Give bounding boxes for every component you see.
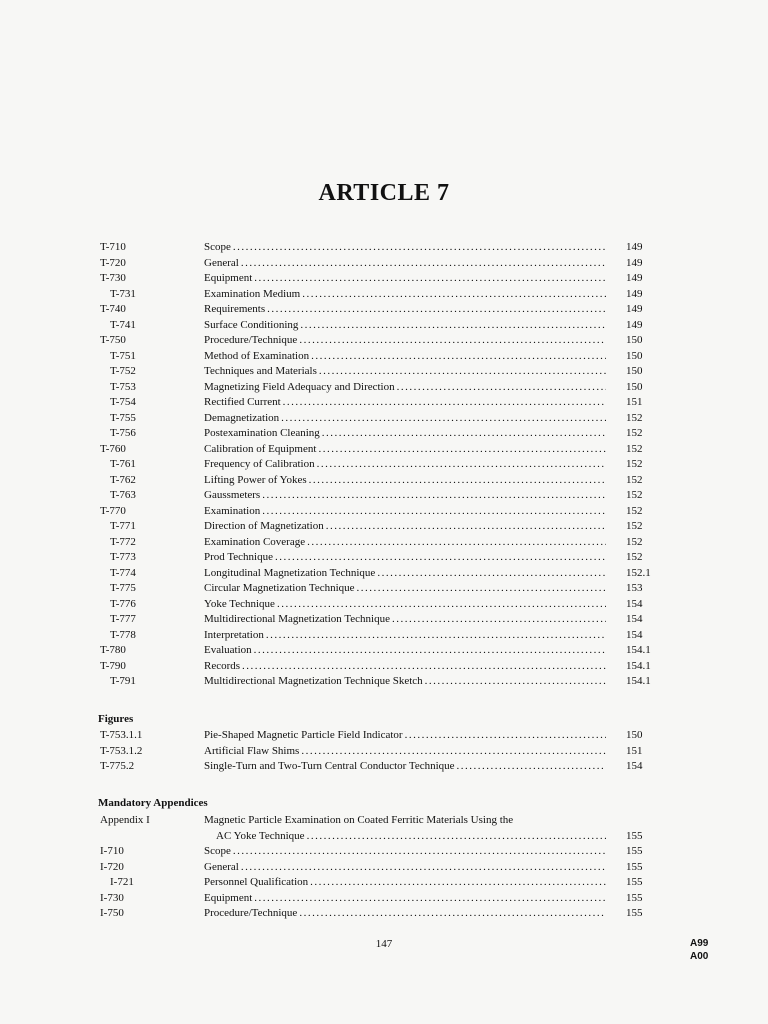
appendix-title-row-2	[0, 829, 768, 845]
entry-title: Equipment	[204, 272, 253, 284]
entry-title: Artificial Flaw Shims	[204, 744, 300, 757]
entry-title-with-leader	[204, 240, 606, 256]
dot-leader	[397, 380, 606, 396]
entry-title: Records	[204, 659, 241, 672]
section-number: T-741	[110, 318, 136, 331]
dot-leader	[311, 349, 606, 365]
page-number: 149	[626, 256, 643, 269]
section-number: T-753.1.1	[100, 729, 143, 741]
page-number: 152	[626, 442, 643, 455]
toc-entry	[0, 395, 768, 411]
entry-title-with-leader	[204, 411, 606, 427]
entry-title-with-leader	[204, 333, 606, 349]
entry-title-with-leader	[204, 875, 606, 891]
toc-appendix-list	[0, 844, 768, 922]
dot-leader	[262, 488, 606, 504]
toc-entry	[0, 302, 768, 318]
page-title: ARTICLE 7	[318, 180, 450, 206]
dot-leader	[319, 364, 606, 380]
toc-entry	[0, 380, 768, 396]
section-number: T-752	[110, 365, 136, 377]
page-number: 155	[626, 907, 643, 919]
toc-entry	[0, 566, 768, 582]
toc-entry	[0, 519, 768, 535]
page-number: 152	[626, 504, 643, 517]
dot-leader	[310, 875, 606, 891]
toc-entry	[0, 759, 768, 775]
entry-title-with-leader	[204, 906, 606, 922]
entry-title: Single-Turn and Two-Turn Central Conductor Technique	[204, 760, 455, 772]
dot-leader	[299, 333, 606, 349]
entry-title-with-leader	[204, 488, 606, 504]
dot-leader	[301, 744, 606, 760]
dot-leader	[309, 473, 606, 489]
page-number: 154.1	[626, 644, 651, 656]
entry-title-with-leader	[204, 744, 606, 760]
dot-leader	[242, 659, 606, 675]
section-number: T-773	[110, 551, 136, 563]
page-number: 152	[626, 458, 643, 470]
toc-entry	[0, 504, 768, 520]
entry-title-with-leader	[204, 728, 606, 744]
entry-title: Equipment	[204, 891, 253, 904]
toc-entry	[0, 628, 768, 644]
page-number: 149	[626, 272, 643, 284]
toc-entry	[0, 581, 768, 597]
toc-entry	[0, 411, 768, 427]
revision-mark: A99	[690, 938, 709, 949]
page-number: 155	[626, 891, 643, 904]
page-number: 152	[626, 427, 643, 439]
page-number: 154	[626, 597, 643, 610]
appendix-code: Appendix I	[100, 814, 150, 826]
entry-title-with-leader	[204, 643, 606, 659]
appendix-title-line2: AC Yoke Technique .....	[216, 829, 606, 845]
entry-title: General	[204, 256, 239, 269]
entry-title: Personnel Qualification	[204, 876, 309, 888]
section-number: T-751	[110, 349, 136, 362]
entry-title-with-leader	[204, 287, 606, 303]
entry-title: Techniques and Materials	[204, 365, 317, 377]
entry-title-with-leader	[204, 504, 606, 520]
toc-entry	[0, 597, 768, 613]
dot-leader	[357, 581, 606, 597]
dot-leader	[277, 597, 606, 613]
section-number: T-761	[110, 458, 136, 470]
section-number: T-740	[100, 303, 126, 315]
entry-title: Examination	[204, 504, 261, 517]
page-number: 152	[626, 489, 643, 501]
section-number: I-750	[100, 907, 124, 919]
entry-title-with-leader	[204, 891, 606, 907]
toc-entry	[0, 906, 768, 922]
entry-title-with-leader	[204, 659, 606, 675]
dot-leader	[266, 628, 606, 644]
entry-title: Gaussmeters	[204, 489, 261, 501]
toc-figures-list	[0, 728, 768, 775]
entry-title: Prod Technique	[204, 551, 273, 563]
entry-title-with-leader	[204, 364, 606, 380]
section-number: T-790	[100, 659, 126, 672]
dot-leader	[254, 271, 606, 287]
entry-title: Magnetizing Field Adequacy and Direction	[204, 380, 395, 393]
section-number: T-772	[110, 535, 136, 548]
entry-title: Interpretation	[204, 628, 264, 641]
section-number: I-720	[100, 860, 124, 873]
appendix-title-row	[0, 813, 768, 829]
toc-main-list	[0, 240, 768, 690]
entry-title-with-leader	[204, 473, 606, 489]
entry-title: Postexamination Cleaning	[204, 427, 320, 439]
entry-title-with-leader	[204, 380, 606, 396]
entry-title: Surface Conditioning	[204, 318, 299, 331]
dot-leader	[377, 566, 606, 582]
section-number: T-753	[110, 380, 136, 393]
page-number: 152	[626, 473, 643, 486]
entry-title-with-leader	[204, 860, 606, 876]
entry-title: Lifting Power of Yokes	[204, 473, 307, 486]
dot-leader	[241, 860, 606, 876]
page-number: 151	[626, 396, 643, 408]
section-number: T-770	[100, 504, 126, 517]
toc-entry	[0, 318, 768, 334]
toc-entry	[0, 271, 768, 287]
dot-leader	[326, 519, 606, 535]
page-number: 155	[626, 860, 643, 873]
section-number: T-730	[100, 272, 126, 284]
entry-title-with-leader	[204, 318, 606, 334]
page-number: 152	[626, 551, 643, 563]
toc-entry	[0, 891, 768, 907]
entry-title: Scope	[204, 845, 231, 857]
entry-title: Evaluation	[204, 644, 252, 656]
dot-leader	[317, 457, 606, 473]
section-number: T-776	[110, 597, 136, 610]
section-number: T-760	[100, 442, 126, 455]
entry-title-with-leader	[204, 550, 606, 566]
page-number: 149	[626, 303, 643, 315]
entry-title: Demagnetization	[204, 411, 280, 424]
toc-entry	[0, 659, 768, 675]
toc-entry	[0, 643, 768, 659]
toc-entry	[0, 674, 768, 690]
page-number: 154.1	[626, 659, 651, 672]
entry-title-with-leader	[204, 349, 606, 365]
toc-appendix-block	[0, 813, 768, 844]
section-number: T-775	[110, 582, 136, 594]
entry-title: Multidirectional Magnetization Technique Sketch	[204, 675, 423, 687]
dot-leader	[307, 829, 606, 845]
page-number: 154	[626, 613, 643, 625]
dot-leader	[425, 674, 606, 690]
section-number: T-754	[110, 396, 136, 408]
entry-title: Pie-Shaped Magnetic Particle Field Indicator	[204, 729, 403, 741]
section-number: T-778	[110, 628, 136, 641]
section-number: T-775.2	[100, 760, 135, 772]
toc-entry	[0, 612, 768, 628]
entry-title-with-leader	[204, 597, 606, 613]
entry-title-with-leader	[204, 256, 606, 272]
revision-mark: A00	[690, 951, 709, 962]
section-number: T-720	[100, 256, 126, 269]
entry-title-with-leader	[204, 302, 606, 318]
section-number: T-731	[110, 287, 136, 300]
section-number: T-774	[110, 566, 136, 579]
page-number: 150	[626, 365, 643, 377]
figures-heading: Figures	[98, 713, 134, 725]
section-number: I-730	[100, 891, 124, 904]
dot-leader	[457, 759, 606, 775]
page-number: 154	[626, 760, 643, 772]
dot-leader	[254, 643, 606, 659]
section-number: T-755	[110, 411, 136, 424]
dot-leader	[299, 906, 606, 922]
toc-entry	[0, 287, 768, 303]
entry-title-with-leader	[204, 442, 606, 458]
section-number: T-780	[100, 644, 126, 656]
entry-title: General	[204, 860, 239, 873]
dot-leader	[233, 844, 606, 860]
toc-entry	[0, 349, 768, 365]
page-number: 152.1	[626, 566, 651, 579]
dot-leader	[283, 395, 606, 411]
page-number: 152	[626, 411, 643, 424]
toc-entry	[0, 240, 768, 256]
page-number: 153	[626, 582, 643, 594]
entry-title-with-leader	[204, 395, 606, 411]
page-number: 149	[626, 287, 643, 300]
dot-leader	[307, 535, 606, 551]
entry-title: Circular Magnetization Technique	[204, 582, 355, 594]
entry-title: Requirements	[204, 303, 266, 315]
dot-leader	[302, 287, 606, 303]
entry-title-with-leader	[204, 535, 606, 551]
toc-entry	[0, 442, 768, 458]
entry-title: Rectified Current	[204, 396, 281, 408]
dot-leader	[254, 891, 606, 907]
toc-entry	[0, 473, 768, 489]
entry-title-with-leader	[204, 566, 606, 582]
section-number: T-762	[110, 473, 136, 486]
entry-title: Longitudinal Magnetization Technique	[204, 566, 376, 579]
entry-title: Procedure/Technique	[204, 907, 298, 919]
dot-leader	[281, 411, 606, 427]
page-number: 154.1	[626, 675, 651, 687]
toc-entry	[0, 744, 768, 760]
page-number: 149	[626, 241, 643, 253]
entry-title-with-leader	[204, 844, 606, 860]
toc-entry	[0, 333, 768, 349]
page-number: 150	[626, 380, 643, 393]
entry-title-with-leader	[204, 612, 606, 628]
entry-title: Frequency of Calibration	[204, 458, 315, 470]
toc-entry	[0, 875, 768, 891]
toc-entry	[0, 535, 768, 551]
toc-entry	[0, 860, 768, 876]
entry-title: Procedure/Technique	[204, 334, 298, 346]
entry-title-with-leader	[204, 271, 606, 287]
entry-title: Direction of Magnetization	[204, 520, 324, 532]
entry-title: Yoke Technique	[204, 597, 275, 610]
toc-entry	[0, 844, 768, 860]
appendices-heading: Mandatory Appendices	[98, 797, 208, 809]
entry-title: Calibration of Equipment	[204, 442, 317, 455]
entry-title: Scope	[204, 241, 231, 253]
dot-leader	[392, 612, 606, 628]
section-number: T-753.1.2	[100, 744, 143, 757]
dot-leader	[405, 728, 606, 744]
section-number: T-710	[100, 241, 126, 253]
page-number: 155	[626, 845, 643, 857]
section-number: I-710	[100, 845, 124, 857]
page-number: 155	[626, 876, 643, 888]
entry-title: Method of Examination	[204, 349, 310, 362]
page-number: 150	[626, 729, 643, 741]
dot-leader	[267, 302, 606, 318]
section-number: T-771	[110, 520, 136, 532]
page-number: 149	[626, 318, 643, 331]
dot-leader	[262, 504, 606, 520]
toc-entry	[0, 457, 768, 473]
page-number: 152	[626, 535, 643, 548]
toc-entry	[0, 256, 768, 272]
entry-title-with-leader	[204, 674, 606, 690]
entry-title: Multidirectional Magnetization Technique	[204, 613, 390, 625]
toc-entry	[0, 550, 768, 566]
section-number: T-763	[110, 489, 136, 501]
toc-entry	[0, 488, 768, 504]
page-number: 151	[626, 744, 643, 757]
appendix-title-line1: Magnetic Particle Examination on Coated Ferritic Materials Using the	[204, 814, 514, 826]
dot-leader	[318, 442, 606, 458]
entry-title-with-leader	[204, 426, 606, 442]
entry-title: Examination Medium	[204, 287, 301, 300]
entry-title-with-leader	[204, 457, 606, 473]
toc-entry	[0, 728, 768, 744]
section-number: I-721	[110, 876, 134, 888]
toc-entry	[0, 364, 768, 380]
page-number: 150	[626, 349, 643, 362]
section-number: T-777	[110, 613, 136, 625]
entry-title-with-leader	[204, 759, 606, 775]
entry-title-with-leader	[204, 519, 606, 535]
dot-leader	[275, 550, 606, 566]
section-number: T-791	[110, 675, 136, 687]
dot-leader	[233, 240, 606, 256]
entry-title-with-leader	[204, 628, 606, 644]
entry-title-with-leader	[204, 581, 606, 597]
section-number: T-756	[110, 427, 136, 439]
dot-leader	[322, 426, 606, 442]
footer-page-number: 147	[375, 938, 393, 950]
page-number: 150	[626, 334, 643, 346]
dot-leader	[300, 318, 606, 334]
appendix-page-number: 155	[626, 829, 643, 842]
page-number: 154	[626, 628, 643, 641]
dot-leader	[241, 256, 606, 272]
section-number: T-750	[100, 334, 126, 346]
toc-entry	[0, 426, 768, 442]
entry-title: Examination Coverage	[204, 535, 306, 548]
page-number: 152	[626, 520, 643, 532]
